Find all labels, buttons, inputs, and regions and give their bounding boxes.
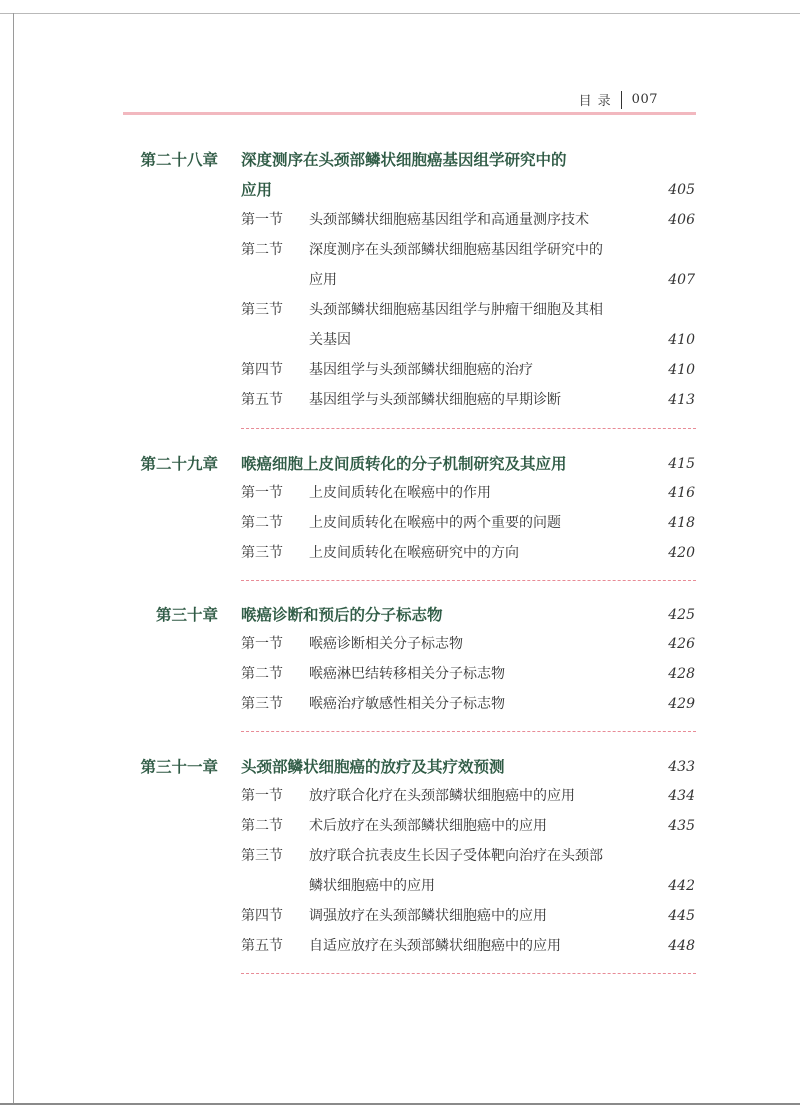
section-page-number: 410: [668, 332, 695, 348]
running-head-page-number: 007: [631, 92, 658, 107]
section-page-number: 428: [668, 666, 695, 682]
section-label: 第五节: [241, 392, 283, 408]
section-title-cont: 鳞状细胞癌中的应用: [309, 878, 435, 894]
chapter-heading-row-cont[interactable]: [0, 178, 800, 202]
section-title: 放疗联合抗表皮生长因子受体靶向治疗在头颈部: [309, 848, 603, 864]
section-label: 第一节: [241, 788, 283, 804]
section-title: 喉癌诊断相关分子标志物: [309, 636, 463, 652]
section-page-number: 418: [668, 515, 695, 531]
section-page-number: 434: [668, 788, 695, 804]
toc-section-row[interactable]: [0, 662, 800, 686]
section-title: 深度测序在头颈部鳞状细胞癌基因组学研究中的: [309, 242, 603, 258]
chapter-divider: [241, 731, 696, 732]
section-label: 第三节: [241, 545, 283, 561]
toc-section-row[interactable]: [0, 632, 800, 656]
section-title: 自适应放疗在头颈部鳞状细胞癌中的应用: [309, 938, 561, 954]
chapter-label: 第三十章: [155, 606, 218, 624]
toc-section-row[interactable]: [0, 541, 800, 565]
section-title: 头颈部鳞状细胞癌基因组学与肿瘤干细胞及其相: [309, 302, 603, 318]
section-title: 术后放疗在头颈部鳞状细胞癌中的应用: [309, 818, 547, 834]
section-label: 第三节: [241, 302, 283, 318]
toc-section-row[interactable]: [0, 692, 800, 716]
page-frame-top: [0, 13, 800, 14]
header-rule: [123, 112, 696, 115]
section-label: 第二节: [241, 242, 283, 258]
toc-section-row[interactable]: [0, 784, 800, 808]
section-label: 第一节: [241, 212, 283, 228]
section-title: 放疗联合化疗在头颈部鳞状细胞癌中的应用: [309, 788, 575, 804]
section-page-number: 429: [668, 696, 695, 712]
section-title: 基因组学与头颈部鳞状细胞癌的早期诊断: [309, 392, 561, 408]
section-title: 上皮间质转化在喉癌中的两个重要的问题: [309, 515, 561, 531]
section-title: 头颈部鳞状细胞癌基因组学和高通量测序技术: [309, 212, 589, 228]
chapter-divider: [241, 580, 696, 581]
section-page-number: 448: [668, 938, 695, 954]
section-label: 第四节: [241, 908, 283, 924]
section-page-number: 410: [668, 362, 695, 378]
toc-section-row[interactable]: [0, 511, 800, 535]
chapter-page-number: 425: [668, 607, 695, 623]
toc-section-row[interactable]: [0, 844, 800, 868]
toc-section-row[interactable]: [0, 814, 800, 838]
section-label: 第四节: [241, 362, 283, 378]
toc-section-row[interactable]: [0, 238, 800, 262]
running-head-title: 目录: [578, 94, 617, 109]
toc-section-row[interactable]: [0, 481, 800, 505]
section-label: 第二节: [241, 666, 283, 682]
page-frame-bottom: [0, 1103, 800, 1105]
chapter-title: 头颈部鳞状细胞癌的放疗及其疗效预测: [241, 758, 505, 776]
chapter-heading-row[interactable]: [0, 755, 800, 779]
section-title: 喉癌淋巴结转移相关分子标志物: [309, 666, 505, 682]
section-title-cont: 关基因: [309, 332, 351, 348]
toc-section-row-cont[interactable]: [0, 328, 800, 352]
toc-section-row[interactable]: [0, 208, 800, 232]
chapter-divider: [241, 973, 696, 974]
chapter-title: 喉癌诊断和预后的分子标志物: [241, 606, 443, 624]
toc-section-row-cont[interactable]: [0, 874, 800, 898]
chapter-heading-row[interactable]: [0, 452, 800, 476]
toc-section-row[interactable]: [0, 388, 800, 412]
section-page-number: 413: [668, 392, 695, 408]
section-page-number: 407: [668, 272, 695, 288]
chapter-page-number: 415: [668, 456, 695, 472]
toc-section-row[interactable]: [0, 904, 800, 928]
chapter-title: 深度测序在头颈部鳞状细胞癌基因组学研究中的: [241, 151, 567, 169]
section-page-number: 442: [668, 878, 695, 894]
chapter-page-number: 405: [668, 182, 695, 198]
chapter-page-number: 433: [668, 759, 695, 775]
section-label: 第一节: [241, 636, 283, 652]
toc-section-row[interactable]: [0, 358, 800, 382]
running-head-separator: [621, 91, 622, 109]
chapter-heading-row[interactable]: [0, 603, 800, 627]
section-page-number: 435: [668, 818, 695, 834]
chapter-label: 第二十九章: [140, 455, 218, 473]
toc-section-row-cont[interactable]: [0, 268, 800, 292]
section-title: 喉癌治疗敏感性相关分子标志物: [309, 696, 505, 712]
chapter-divider: [241, 428, 696, 429]
section-label: 第二节: [241, 515, 283, 531]
section-page-number: 416: [668, 485, 695, 501]
section-label: 第三节: [241, 696, 283, 712]
section-page-number: 426: [668, 636, 695, 652]
running-head: [579, 90, 658, 109]
chapter-title-cont: 应用: [241, 181, 273, 199]
section-title-cont: 应用: [309, 272, 337, 288]
chapter-title: 喉癌细胞上皮间质转化的分子机制研究及其应用: [241, 455, 567, 473]
section-page-number: 445: [668, 908, 695, 924]
section-title: 上皮间质转化在喉癌中的作用: [309, 485, 491, 501]
chapter-heading-row[interactable]: [0, 148, 800, 172]
section-title: 基因组学与头颈部鳞状细胞癌的治疗: [309, 362, 533, 378]
toc-section-row[interactable]: [0, 934, 800, 958]
section-label: 第一节: [241, 485, 283, 501]
section-title: 调强放疗在头颈部鳞状细胞癌中的应用: [309, 908, 547, 924]
section-label: 第三节: [241, 848, 283, 864]
section-label: 第二节: [241, 818, 283, 834]
section-page-number: 406: [668, 212, 695, 228]
chapter-label: 第三十一章: [140, 758, 218, 776]
chapter-label: 第二十八章: [140, 151, 218, 169]
toc-section-row[interactable]: [0, 298, 800, 322]
section-page-number: 420: [668, 545, 695, 561]
section-label: 第五节: [241, 938, 283, 954]
section-title: 上皮间质转化在喉癌研究中的方向: [309, 545, 519, 561]
